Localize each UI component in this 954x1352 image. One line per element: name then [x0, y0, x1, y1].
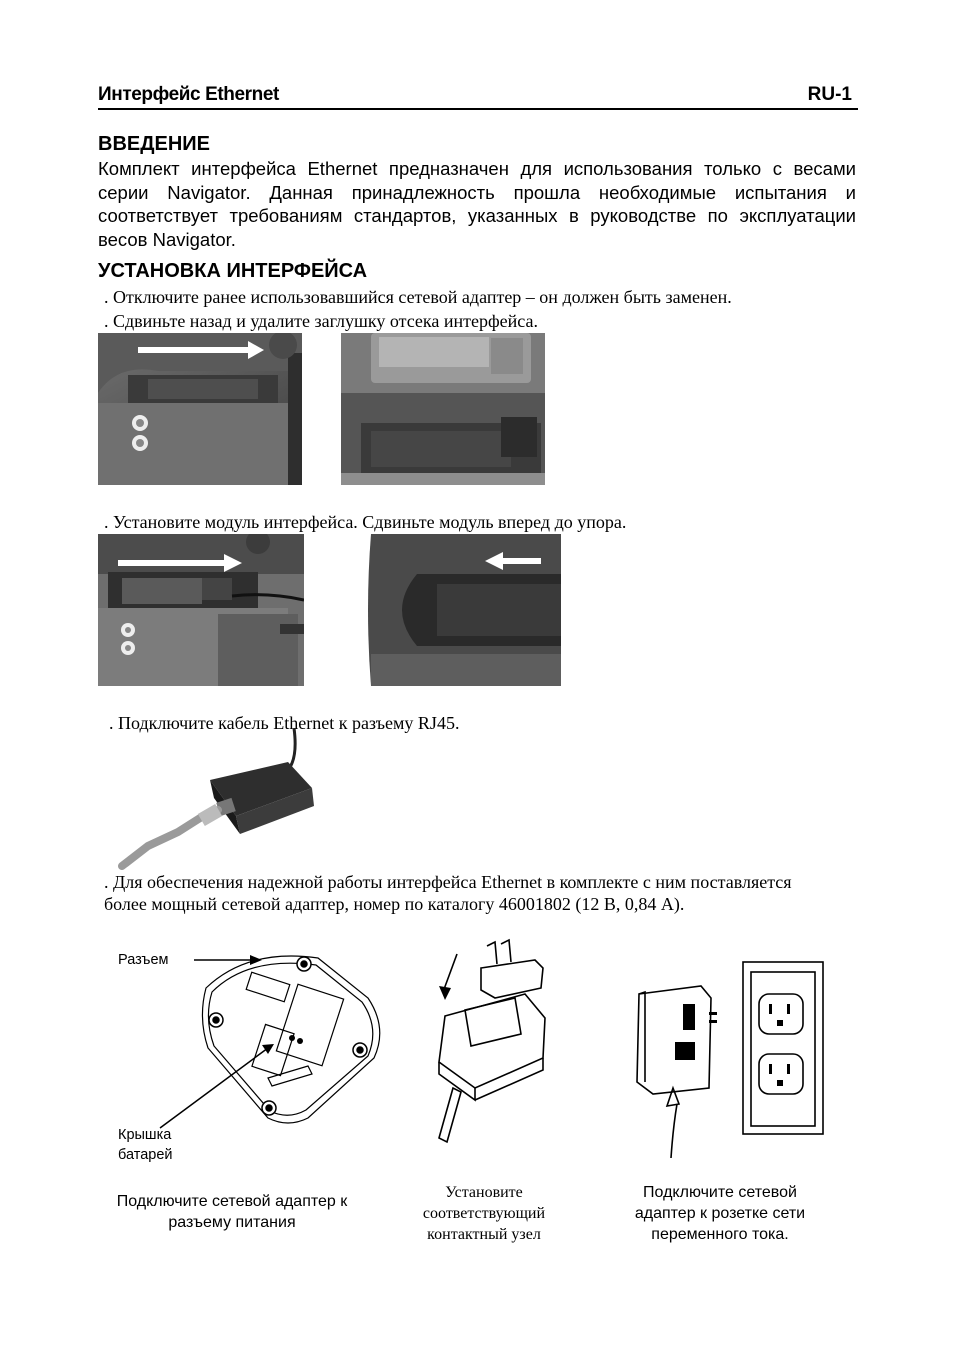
photo-insert-module: [98, 534, 304, 686]
step-5: . Для обеспечения надежной работы интерфейса Ethernet в комплекте с ним поставляется более мощный сетевой адаптер, номер по каталогу 46001802 (12 В, 0,84 А).: [104, 872, 792, 914]
step-2: . Сдвиньте назад и удалите заглушку отсека интерфейса.: [104, 311, 538, 331]
caption-outlet: Подключите сетевой адаптер к розетке сети переменного тока.: [634, 1184, 806, 1243]
photo-removed-cover: [341, 333, 545, 485]
photo-compartment-cover: [98, 333, 302, 485]
step-1: . Отключите ранее использовавшийся сетевой адаптер – он должен быть заменен.: [104, 287, 732, 307]
install-heading: УСТАНОВКА ИНТЕРФЕЙСА: [98, 260, 368, 282]
caption-install-plug: Установите соответствующий контактный узел: [422, 1184, 546, 1243]
page-header: [98, 84, 858, 110]
battery-cover-label: Крышка батарей: [118, 1127, 173, 1163]
connector-label: Разъем: [118, 952, 169, 968]
intro-text: Комплект интерфейса Ethernet предназначен для использования только с весами серии Navigator. Данная принадлежность прошла необходимые испытания и соответствует требованиям стандартов, указанных в руководстве по эксплуатации весов Navigator.: [98, 158, 856, 250]
header-title: Интерфейс Ethernet: [98, 84, 279, 105]
page-number: RU-1: [807, 84, 852, 105]
photo-module-inserted: [357, 534, 561, 686]
diagram-wall-outlet: [627, 958, 827, 1163]
caption-connect-adapter: Подключите сетевой адаптер к разъему питания: [116, 1193, 348, 1231]
step-3: . Установите модуль интерфейса. Сдвиньте модуль вперед до упора.: [104, 512, 627, 532]
photo-ethernet-cable: [118, 728, 318, 870]
step-4: . Подключите кабель Ethernet к разъему RJ45.: [109, 713, 460, 733]
intro-heading: ВВЕДЕНИЕ: [98, 133, 210, 155]
diagram-adapter-plug: [425, 938, 555, 1163]
